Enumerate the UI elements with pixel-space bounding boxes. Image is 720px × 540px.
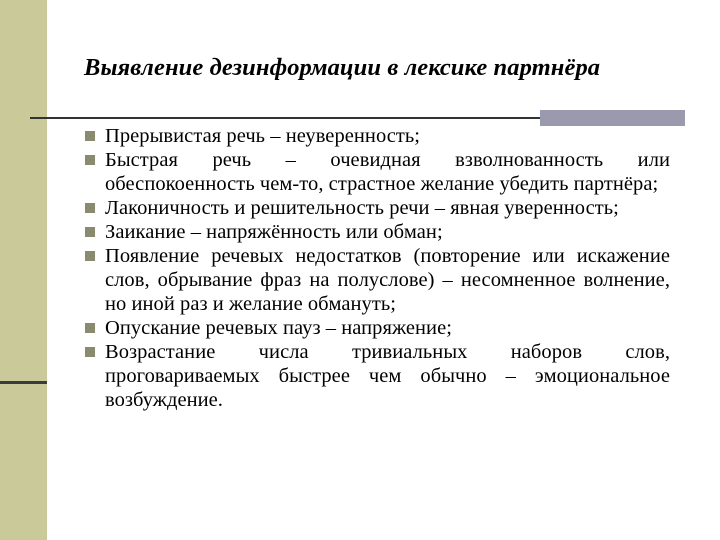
square-bullet-icon bbox=[85, 131, 95, 141]
bullet-item bbox=[85, 196, 670, 220]
slide-title: Выявление дезинформации в лексике партнёра bbox=[84, 54, 601, 81]
square-bullet-icon bbox=[85, 251, 95, 261]
bullet-item bbox=[85, 124, 670, 148]
bullet-text: Лаконичность и решительность речи – явная уверенность; bbox=[105, 197, 619, 219]
bullet-item bbox=[85, 316, 670, 340]
bullet-item bbox=[85, 340, 670, 412]
left-decorative-band bbox=[0, 0, 47, 540]
bullet-text: Заикание – напряжённость или обман; bbox=[105, 221, 443, 243]
bullet-item bbox=[85, 148, 670, 196]
bullet-list bbox=[85, 124, 670, 412]
square-bullet-icon bbox=[85, 155, 95, 165]
bullet-text: Возрастание числа тривиальных наборов слов, проговариваемых быстрее чем обычно – эмоциональное возбуждение. bbox=[105, 341, 670, 411]
square-bullet-icon bbox=[85, 227, 95, 237]
square-bullet-icon bbox=[85, 323, 95, 333]
bullet-item bbox=[85, 220, 670, 244]
bullet-item bbox=[85, 244, 670, 316]
bullet-text: Появление речевых недостатков (повторение или искажение слов, обрывание фраз на полуслове) – несомненное волнение, но иной раз и желание обмануть; bbox=[105, 245, 670, 315]
bullet-text: Прерывистая речь – неуверенность; bbox=[105, 125, 421, 147]
left-band-accent-line bbox=[0, 381, 47, 384]
bullet-text: Быстрая речь – очевидная взволнованность или обеспокоенность чем-то, страстное желание убедить партнёра; bbox=[105, 149, 670, 195]
square-bullet-icon bbox=[85, 203, 95, 213]
square-bullet-icon bbox=[85, 347, 95, 357]
bullet-text: Опускание речевых пауз – напряжение; bbox=[105, 317, 452, 339]
